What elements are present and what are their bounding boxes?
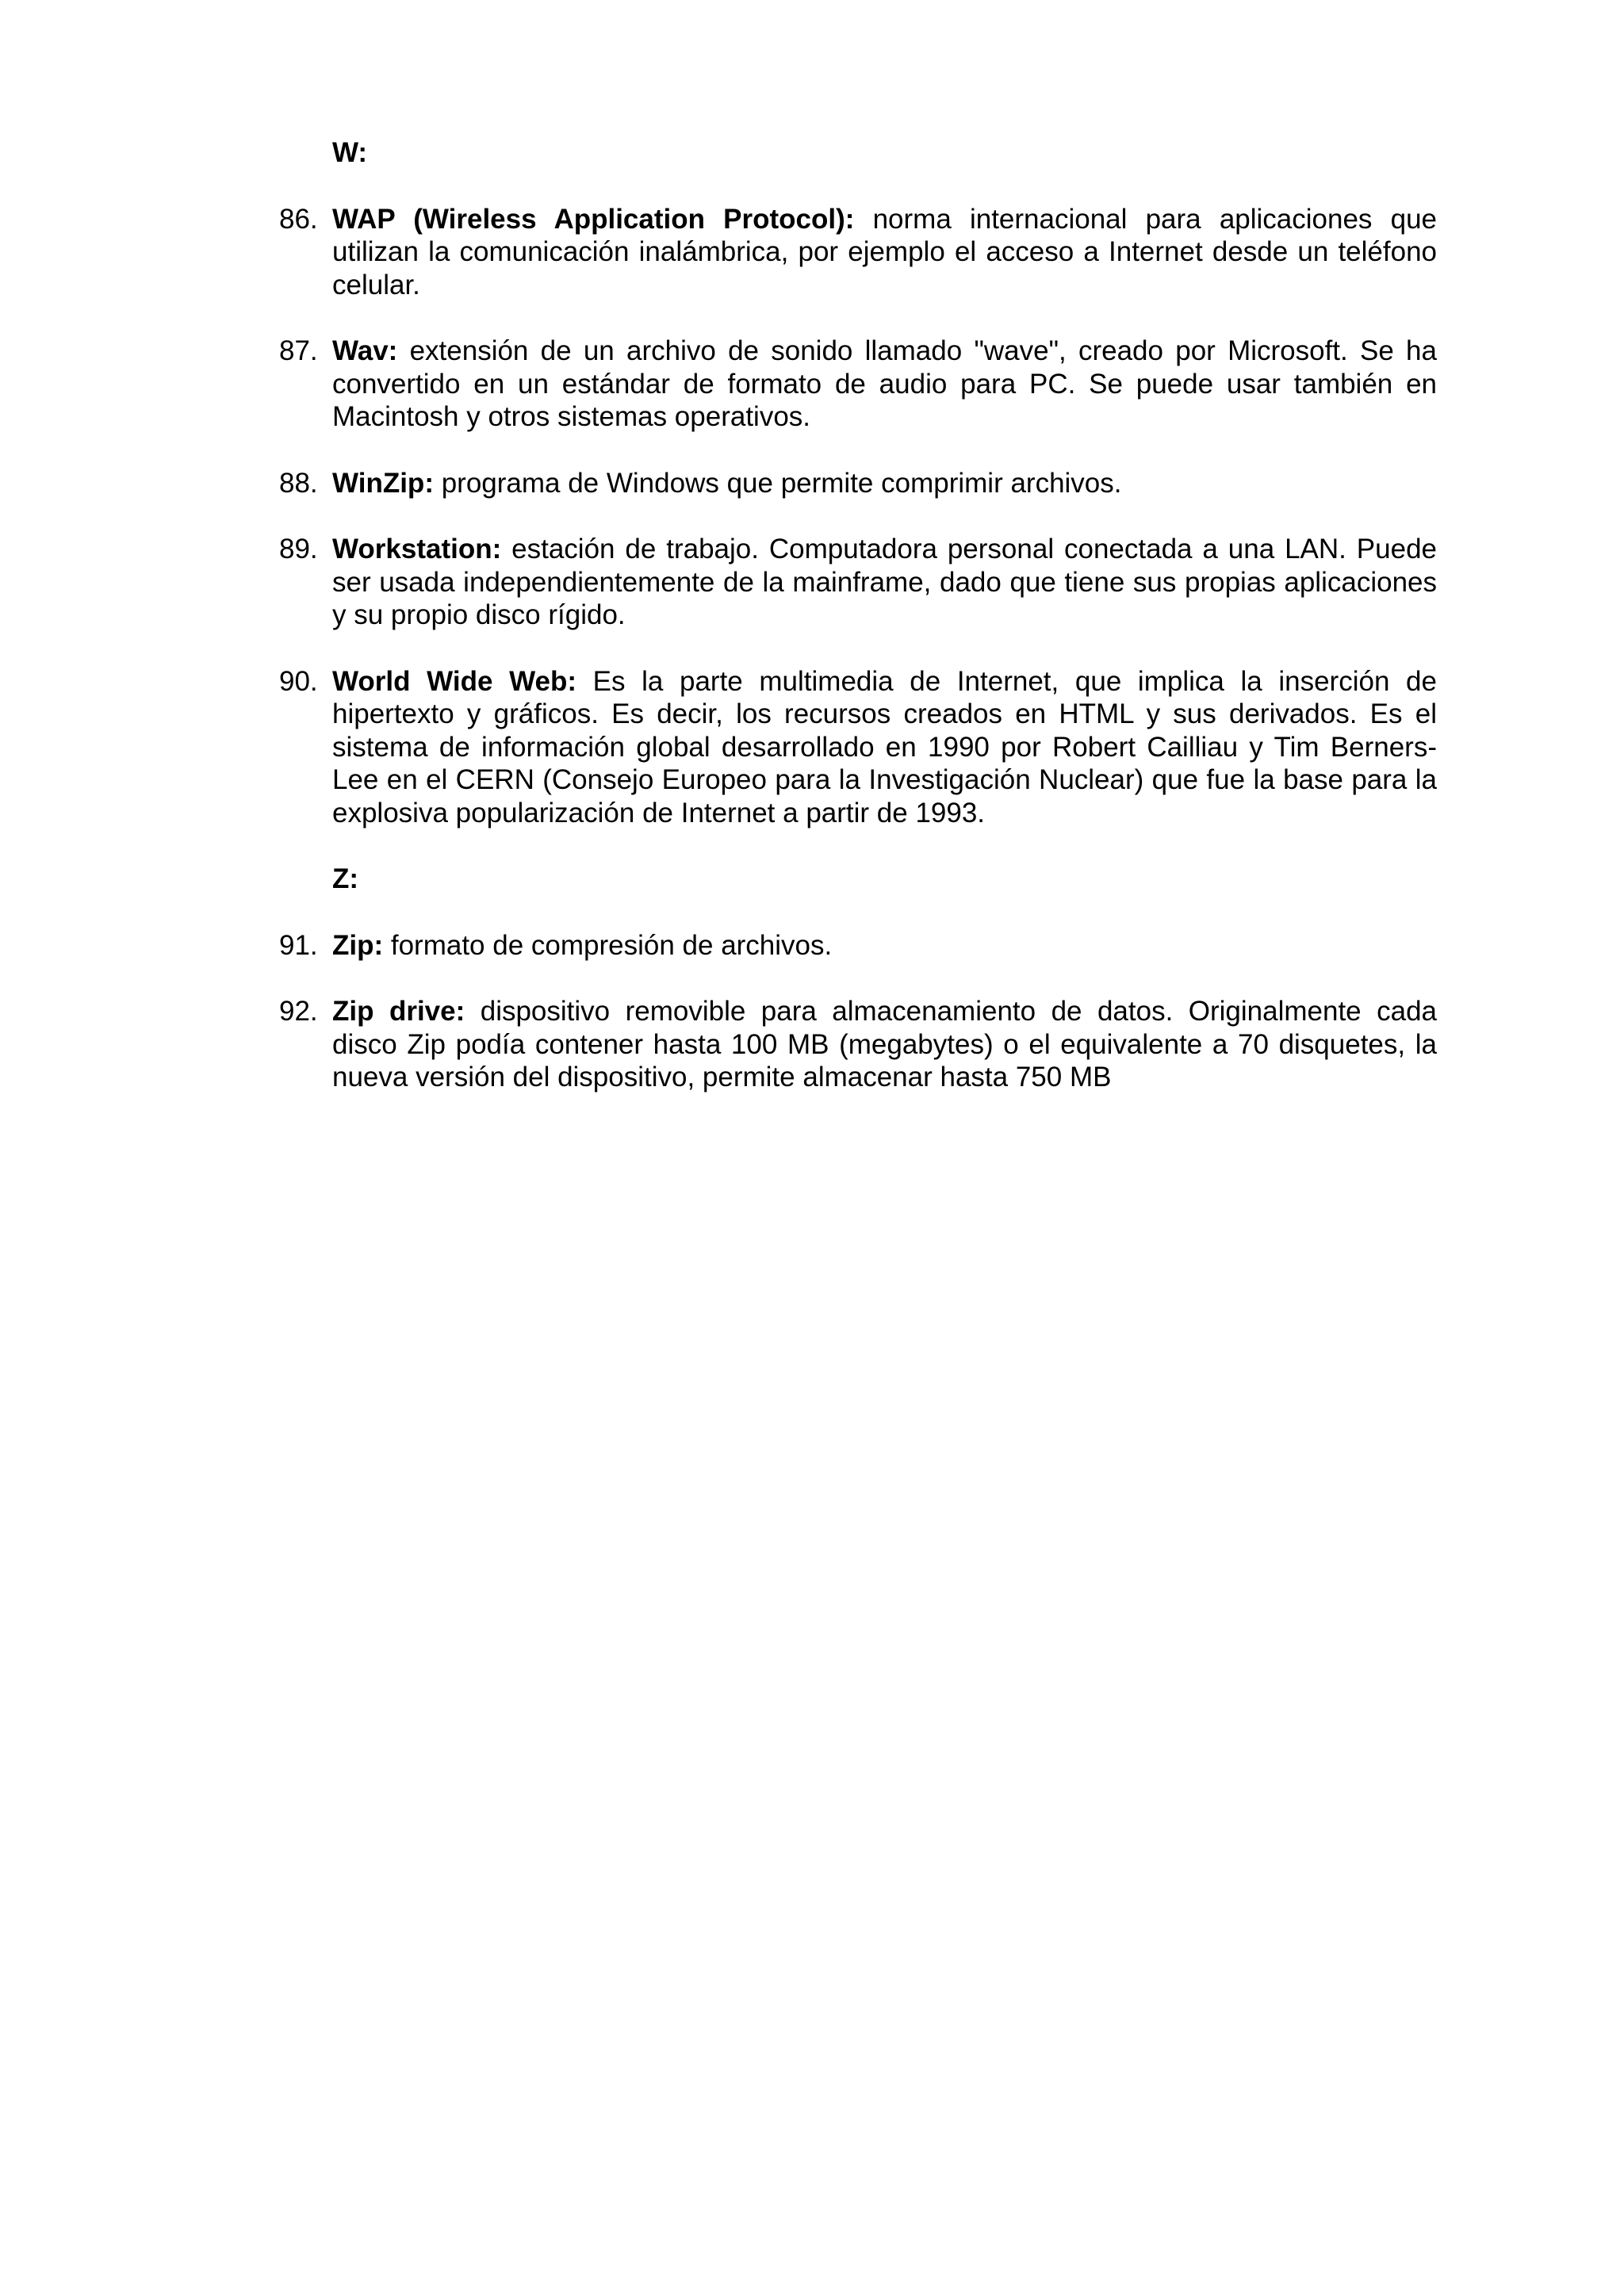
entry-number: 88.	[279, 467, 318, 499]
glossary-entry	[279, 665, 1437, 830]
section-heading: Z:	[332, 863, 359, 894]
entry-number: 89.	[279, 534, 318, 564]
glossary-entry	[279, 203, 1437, 302]
glossary-entry	[279, 335, 1437, 434]
entry-definition: formato de compresión de archivos.	[383, 929, 833, 961]
entry-text	[332, 995, 1437, 1094]
entry-number: 86.	[279, 203, 318, 235]
glossary-content	[279, 136, 1437, 1127]
glossary-section-w	[279, 136, 1437, 829]
entry-text	[332, 203, 1437, 302]
entry-term: Zip drive:	[332, 996, 465, 1027]
entry-term: WAP (Wireless Application Protocol):	[332, 203, 855, 235]
entry-definition: programa de Windows que permite comprimir archivos.	[433, 467, 1122, 499]
entry-definition: norma internacional para aplicaciones que utilizan la comunicación inalámbrica, por ejemplo el acceso a Internet desde un teléfono celular.	[332, 203, 1437, 300]
entry-term: World Wide Web:	[332, 665, 576, 697]
entry-term: Wav:	[332, 335, 398, 366]
glossary-entry	[279, 995, 1437, 1094]
entry-definition: estación de trabajo. Computadora personal conectada a una LAN. Puede ser usada independientemente de la mainframe, dado que tiene sus propias aplicaciones y su propio disco rígido.	[332, 534, 1437, 630]
entry-text	[332, 335, 1437, 434]
entry-definition: Es la parte multimedia de Internet, que implica la inserción de hipertexto y gráficos. Es decir, los recursos creados en HTML y sus derivados. Es el sistema de información global desarrollado en 1990 por Robert Cailliau y Tim Berners-Lee en el CERN (Consejo Europeo para la Investigación Nuclear) que fue la base para la explosiva popularización de Internet a partir de 1993.	[332, 665, 1437, 828]
entry-term: Zip:	[332, 929, 384, 961]
entry-term: Workstation:	[332, 534, 502, 564]
entry-text	[332, 533, 1437, 632]
glossary-entry	[279, 533, 1437, 632]
glossary-section-z	[279, 863, 1437, 1094]
entry-number: 90.	[279, 665, 318, 697]
entry-text	[332, 929, 1437, 962]
entry-number: 91.	[279, 929, 318, 961]
glossary-entry	[279, 929, 1437, 962]
entry-definition: dispositivo removible para almacenamiento de datos. Originalmente cada disco Zip podía contener hasta 100 MB (megabytes) o el equivalente a 70 disquetes, la nueva versión del dispositivo, permite almacenar hasta 750 MB	[332, 996, 1437, 1093]
entry-term: WinZip:	[332, 467, 434, 499]
entry-text	[332, 665, 1437, 830]
section-heading: W:	[332, 137, 368, 168]
entry-text	[332, 467, 1437, 500]
entry-definition: extensión de un archivo de sonido llamado "wave", creado por Microsoft. Se ha convertido en un estándar de formato de audio para PC. Se puede usar también en Macintosh y otros sistemas operativos.	[332, 335, 1437, 432]
glossary-entry	[279, 467, 1437, 500]
entry-number: 92.	[279, 996, 318, 1027]
entry-number: 87.	[279, 335, 318, 366]
